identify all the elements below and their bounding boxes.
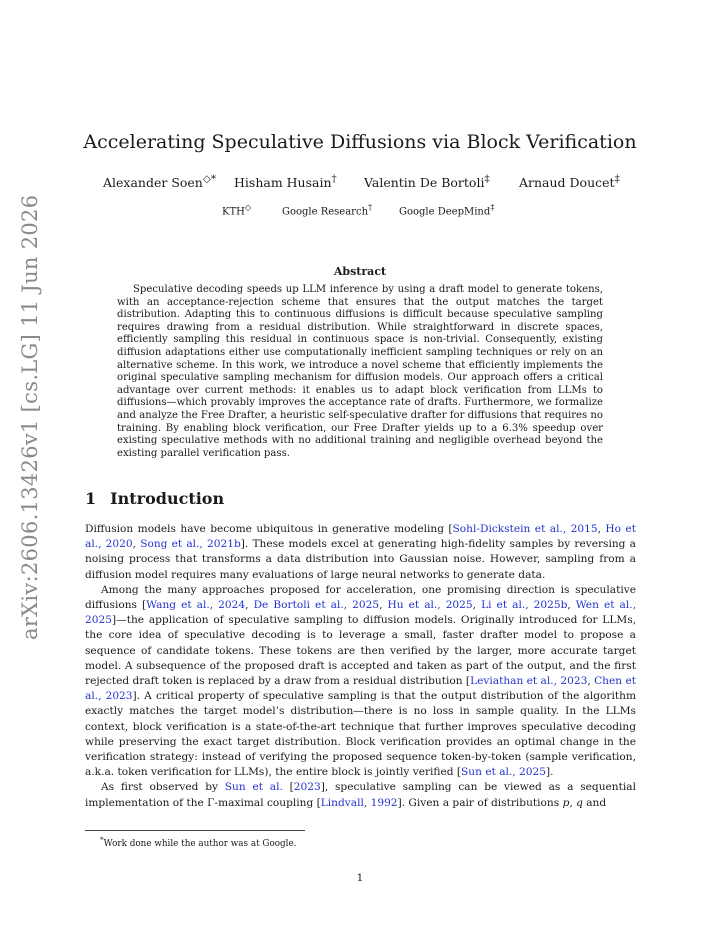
citation-link[interactable]: Leviathan et al., 2023 bbox=[470, 675, 588, 688]
citation-link[interactable]: De Bortoli et al., 2025 bbox=[253, 599, 380, 612]
citation-link[interactable]: Lindvall, 1992 bbox=[320, 796, 398, 809]
citation-link[interactable]: Ho et al., 2020 bbox=[85, 523, 636, 551]
paragraph-text: [ bbox=[282, 781, 294, 794]
author-name: Alexander Soen◇* bbox=[103, 173, 217, 191]
paragraph-text: ]. bbox=[545, 766, 554, 779]
footnote: *Work done while the author was at Google. bbox=[100, 835, 297, 849]
paragraph-text: , bbox=[245, 599, 254, 612]
section-heading bbox=[85, 489, 224, 508]
paper-title: Accelerating Speculative Diffusions via Block Verification bbox=[83, 131, 637, 153]
paragraph-text: , bbox=[587, 675, 595, 688]
paragraph-text: and bbox=[582, 796, 607, 809]
paragraph-text: , bbox=[567, 599, 576, 612]
author-name: Valentin De Bortoli‡ bbox=[364, 173, 490, 191]
author-name: Hisham Husain† bbox=[234, 173, 337, 191]
page-number: 1 bbox=[356, 872, 364, 884]
citation-link[interactable]: Sun et al. bbox=[224, 781, 283, 794]
paragraph-text: , bbox=[472, 599, 482, 612]
citation-link[interactable]: Wen et al., 2025 bbox=[85, 599, 636, 627]
paragraph-text: As first observed by bbox=[101, 781, 225, 794]
citation-link[interactable]: Song et al., 2021b bbox=[140, 538, 241, 551]
citation-link[interactable]: Sohl-Dickstein et al., 2015 bbox=[452, 523, 598, 535]
citation-link[interactable]: Chen et al., 2023 bbox=[85, 675, 636, 703]
citation-link[interactable]: Wang et al., 2024 bbox=[146, 599, 246, 612]
body-paragraph bbox=[85, 780, 636, 810]
body-paragraph bbox=[85, 583, 636, 781]
paragraph-text: Among the many approaches proposed for acceleration, one promising direction is speculative diffusions [ bbox=[85, 583, 636, 612]
affiliation: Google DeepMind‡ bbox=[399, 202, 495, 218]
affiliation-list bbox=[0, 202, 720, 218]
arxiv-identifier: arXiv:2606.13426v1 [cs.LG] 11 Jun 2026 bbox=[18, 194, 42, 640]
footnote-divider bbox=[85, 830, 305, 831]
affiliation: Google Research† bbox=[282, 202, 373, 218]
citation-link[interactable]: Hu et al., 2025 bbox=[387, 599, 473, 612]
paragraph-text: ]. A critical property of speculative sampling is that the output distribution of the algorithm exactly matches the target model’s distribution—there is no loss in sample quality. In the LLMs context, block verification is a state-of-the-art technique that further improves speculative decoding while preserving the exact target distribution. Block verification provides an optimal change in the verification strategy: instead of verifying the proposed sequence token-by-token (sample verification, a.k.a. token verification for LLMs), the entire block is jointly verified [ bbox=[85, 690, 636, 779]
paragraph-text: ]. These models excel at generating high-fidelity samples by reversing a noising process that transforms a data distribution into Gaussian noise. However, sampling from a diffusion model requires many evaluations of large neural networks to generate data. bbox=[85, 538, 636, 581]
abstract-text: Speculative decoding speeds up LLM inference by using a draft model to generate tokens, with an acceptance-rejection scheme that ensures that the output matches the target distribution. Adapting this to continuous diffusions is difficult because speculative sampling requires drawing from a residual distribution. While straightforward in discrete spaces, efficiently sampling this residual in continuous space is non-trivial. Consequently, existing diffusion adaptations either use computationally inefficient sampling techniques or rely on an alternative scheme. In this work, we introduce a novel scheme that efficiently implements the original speculative sampling mechanism for diffusion models. Our approach offers a critical advantage over current methods: it enables us to adapt block verification from LLMs to diffusions—which provably improves the acceptance rate of drafts. Furthermore, we formalize and analyze the Free Drafter, a heuristic self-speculative drafter for diffusions that requires no training. By enabling block verification, our Free Drafter yields up to a 6.3% speedup over existing speculative methods with no additional training and negligible overhead beyond the existing parallel verification pass. bbox=[117, 284, 603, 459]
introduction-body bbox=[85, 522, 636, 811]
paragraph-text: ]. Given a pair of distributions bbox=[397, 796, 563, 809]
paragraph-text: , bbox=[132, 538, 141, 551]
body-paragraph bbox=[85, 522, 636, 583]
paragraph-text: , bbox=[597, 523, 606, 535]
affiliation: KTH◇ bbox=[222, 202, 252, 218]
abstract-heading: Abstract bbox=[333, 265, 387, 278]
citation-link[interactable]: Sun et al., 2025 bbox=[461, 766, 546, 779]
citation-link[interactable]: 2023 bbox=[293, 781, 321, 794]
paragraph-text: ], speculative sampling can be viewed as a sequential implementation of the Γ-maximal coupling [ bbox=[85, 781, 636, 809]
citation-link[interactable]: Li et al., 2025b bbox=[481, 599, 568, 612]
paragraph-text: ]—the application of speculative sampling to diffusion models. Originally introduced for LLMs, the core idea of speculative decoding is to leverage a small, faster drafter model to propose a sequence of candidate tokens. These tokens are then verified by the larger, more accurate target model. A subsequence of the proposed draft is accepted and taken as part of the output, and the first rejected draft token is replaced by a draw from a residual distribution [ bbox=[85, 614, 636, 688]
paragraph-text: Diffusion models have become ubiquitous in generative modeling [ bbox=[85, 523, 453, 535]
paragraph-text: , bbox=[379, 599, 388, 612]
section-title: Introduction bbox=[110, 489, 225, 508]
author-name: Arnaud Doucet‡ bbox=[519, 173, 620, 191]
math-text: p, q bbox=[562, 796, 583, 809]
section-number: 1 bbox=[85, 489, 97, 508]
author-list bbox=[103, 173, 633, 191]
